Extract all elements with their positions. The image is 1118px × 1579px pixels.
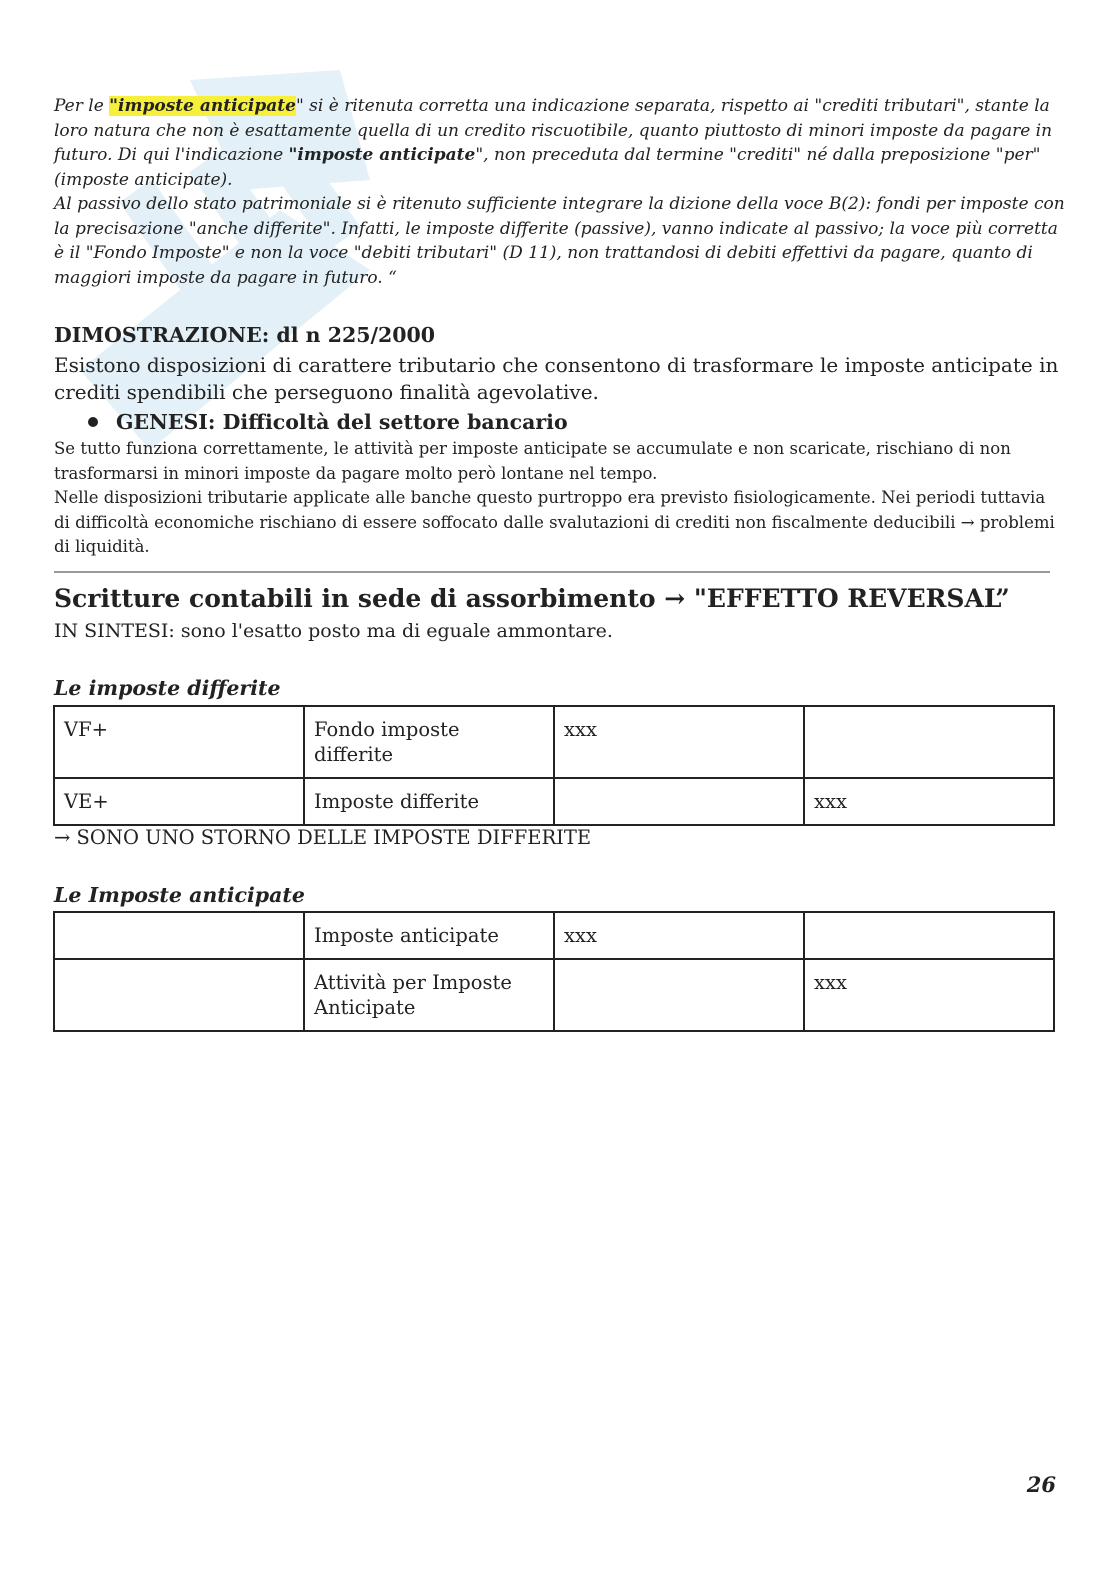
imposte-anticipate-table (53, 911, 1055, 1032)
table-cell: Imposte anticipate (304, 912, 554, 959)
table-cell (554, 778, 804, 825)
genesi-bullet: GENESI: Difficoltà del settore bancario (88, 410, 568, 434)
table-cell: Attività per Imposte Anticipate (304, 959, 554, 1031)
table-cell: VF+ (54, 706, 304, 778)
genesi-paragraph-2: Nelle disposizioni tributarie applicate alle banche questo purtroppo era previsto fisiologicamente. Nei periodi tuttavia di difficoltà economiche rischiano di essere soffocato dalle svalutazioni di crediti non fiscalmente deducibili → problemi di liquidità. (54, 488, 1055, 556)
table2-title: Le Imposte anticipate (54, 883, 305, 907)
intro-quote (54, 94, 1066, 290)
table-row (54, 778, 1054, 825)
section-heading: Scritture contabili in sede di assorbimento → "EFFETTO REVERSAL” (54, 584, 1010, 613)
table-cell (804, 912, 1054, 959)
table-row (54, 706, 1054, 778)
bullet-icon (88, 417, 98, 427)
table1-title: Le imposte differite (54, 676, 281, 700)
table-cell (54, 959, 304, 1031)
table-cell: xxx (804, 778, 1054, 825)
genesi-paragraph-1: Se tutto funziona correttamente, le attività per imposte anticipate se accumulate e non scaricate, rischiano di non trasformarsi in minori imposte da pagare molto però lontane nel tempo. (54, 439, 1011, 483)
storno-note: → SONO UNO STORNO DELLE IMPOSTE DIFFERITE (54, 826, 592, 849)
quote-paragraph-2: Al passivo dello stato patrimoniale si è ritenuto sufficiente integrare la dizione della voce B(2): fondi per imposte con la precisazione "anche differite". Infatti, le imposte differite (passive), vanno indicate al passivo; la voce più corretta è il "Fondo Imposte" e non la voce "debiti tributari" (D 11), non trattandosi di debiti effettivi da pagare, quanto di maggiori imposte da pagare in futuro. “ (54, 194, 1065, 288)
table-cell (554, 959, 804, 1031)
dimostrazione-heading: DIMOSTRAZIONE: dl n 225/2000 (54, 323, 436, 347)
table-cell: xxx (554, 912, 804, 959)
horizontal-divider (54, 571, 1050, 573)
table-cell: xxx (554, 706, 804, 778)
table-cell (804, 706, 1054, 778)
table-row (54, 912, 1054, 959)
table-cell: Fondo imposte differite (304, 706, 554, 778)
table-cell: VE+ (54, 778, 304, 825)
sintesi-text: IN SINTESI: sono l'esatto posto ma di eguale ammontare. (54, 620, 613, 642)
table-row (54, 959, 1054, 1031)
highlighted-term: "imposte anticipate (109, 96, 296, 116)
table-cell: xxx (804, 959, 1054, 1031)
table-cell (54, 912, 304, 959)
page-number: 26 (1026, 1472, 1056, 1497)
dimostrazione-text: Esistono disposizioni di carattere tributario che consentono di trasformare le imposte anticipate in crediti spendibili che perseguono finalità agevolative. (54, 353, 1059, 404)
table-cell: Imposte differite (304, 778, 554, 825)
quote-paragraph-1: Per le "imposte anticipate" si è ritenuta corretta una indicazione separata, rispetto ai "crediti tributari", stante la loro natura che non è esattamente quella di un credito riscuotibile, quanto piuttosto di minori imposte da pagare in futuro. Di qui l'indicazione "imposte anticipate", non preceduta dal termine "crediti" né dalla preposizione "per" (imposte anticipate). (54, 96, 1053, 190)
imposte-differite-table (53, 705, 1055, 826)
